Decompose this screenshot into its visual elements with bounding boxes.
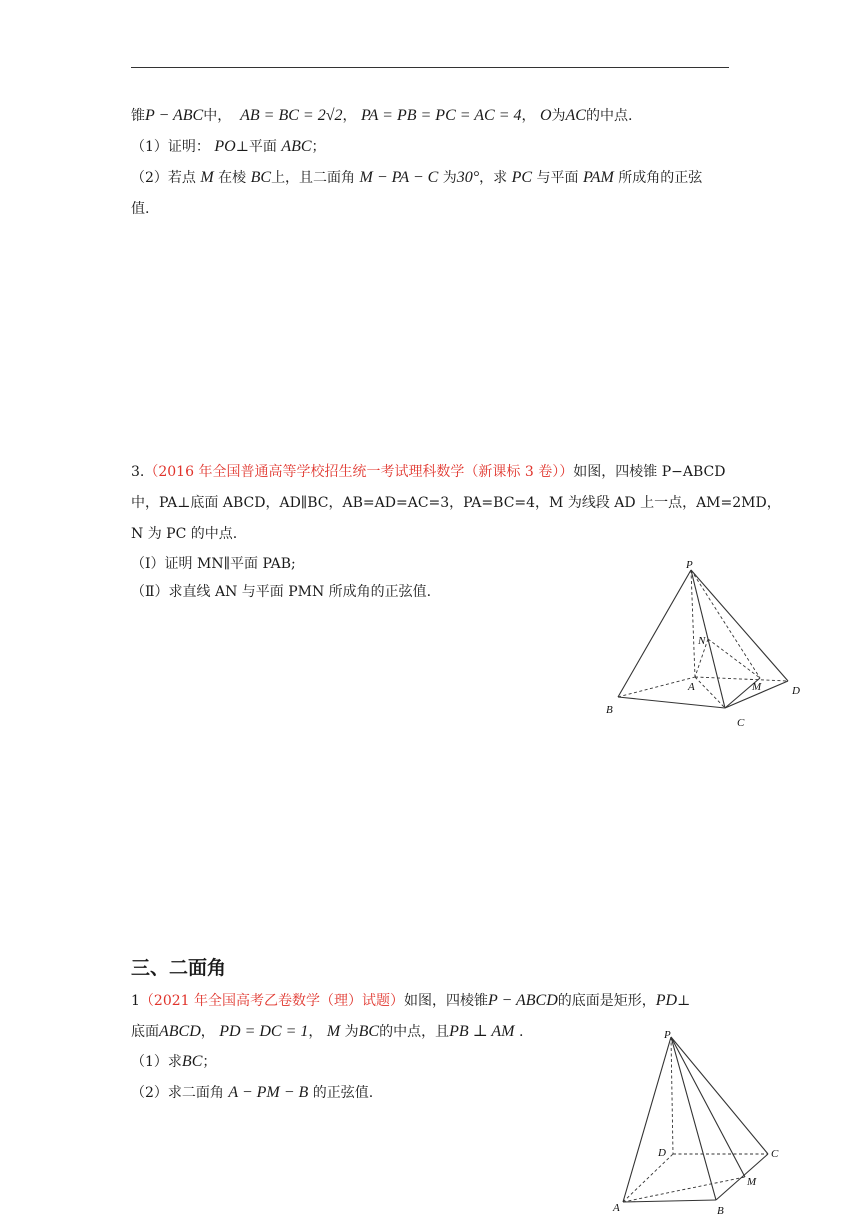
problem1-source: （2021 年全国高考乙卷数学（理）试题）	[139, 993, 404, 1009]
problem3-statement-line2: 中，PA⊥底面 ABCD，AD∥BC，AB=AD=AC=3，PA=BC=4，M 为线段 AD 上一点，AM=2MD，	[131, 495, 781, 511]
header-rule	[131, 67, 729, 68]
label-B: B	[717, 1205, 724, 1216]
label-M: M	[752, 681, 762, 693]
label-D: D	[658, 1147, 666, 1159]
label-P: P	[686, 559, 693, 571]
label-A: A	[613, 1202, 620, 1214]
problem3-part2: （Ⅱ）求直线 AN 与平面 PMN 所成角的正弦值.	[131, 584, 432, 600]
problem3-part1: （Ⅰ）证明 MN∥平面 PAB;	[131, 556, 296, 572]
problem3-statement-line3: N 为 PC 的中点.	[131, 526, 238, 542]
label-C: C	[771, 1148, 779, 1160]
label-D: D	[792, 685, 800, 697]
label-P: P	[664, 1029, 671, 1041]
section-heading: 三、二面角	[131, 957, 227, 979]
problem1-part2: （2）求二面角 A − PM − B 的正弦值.	[131, 1084, 374, 1101]
problem2-part2: （2）若点 M 在棱 BC上，且二面角 M − PA − C 为30°，求 PC 与平面 PAM 所成角的正弦	[131, 169, 703, 186]
label-M: M	[747, 1176, 757, 1188]
label-B: B	[606, 704, 613, 716]
problem2-part2-continued: 值.	[131, 201, 150, 217]
problem1-pyramid-figure	[605, 1025, 805, 1216]
label-N: N	[698, 635, 706, 647]
label-C: C	[737, 717, 745, 729]
problem1-statement-line2: 底面ABCD， PD = DC = 1， M 为BC的中点，且PB ⊥ AM .	[131, 1023, 524, 1040]
problem1-part1: （1）求BC；	[131, 1053, 217, 1070]
problem3-statement-line1: 3.（2016 年全国普通高等学校招生统一考试理科数学（新课标 3 卷））如图，四棱锥 P−ABCD	[131, 464, 726, 480]
problem2-part1: （1）证明： PO⊥平面 ABC；	[131, 138, 326, 155]
problem3-source: （2016 年全国普通高等学校招生统一考试理科数学（新课标 3 卷））	[144, 464, 574, 480]
problem3-pyramid-figure	[600, 560, 830, 730]
problem1-statement-line1: 1（2021 年全国高考乙卷数学（理）试题）如图，四棱锥P − ABCD的底面是矩形，PD⊥	[131, 992, 691, 1009]
label-A: A	[688, 681, 695, 693]
problem2-statement: 锥P − ABC中， AB = BC = 2√2， PA = PB = PC = AC = 4， O为AC的中点.	[131, 107, 633, 124]
